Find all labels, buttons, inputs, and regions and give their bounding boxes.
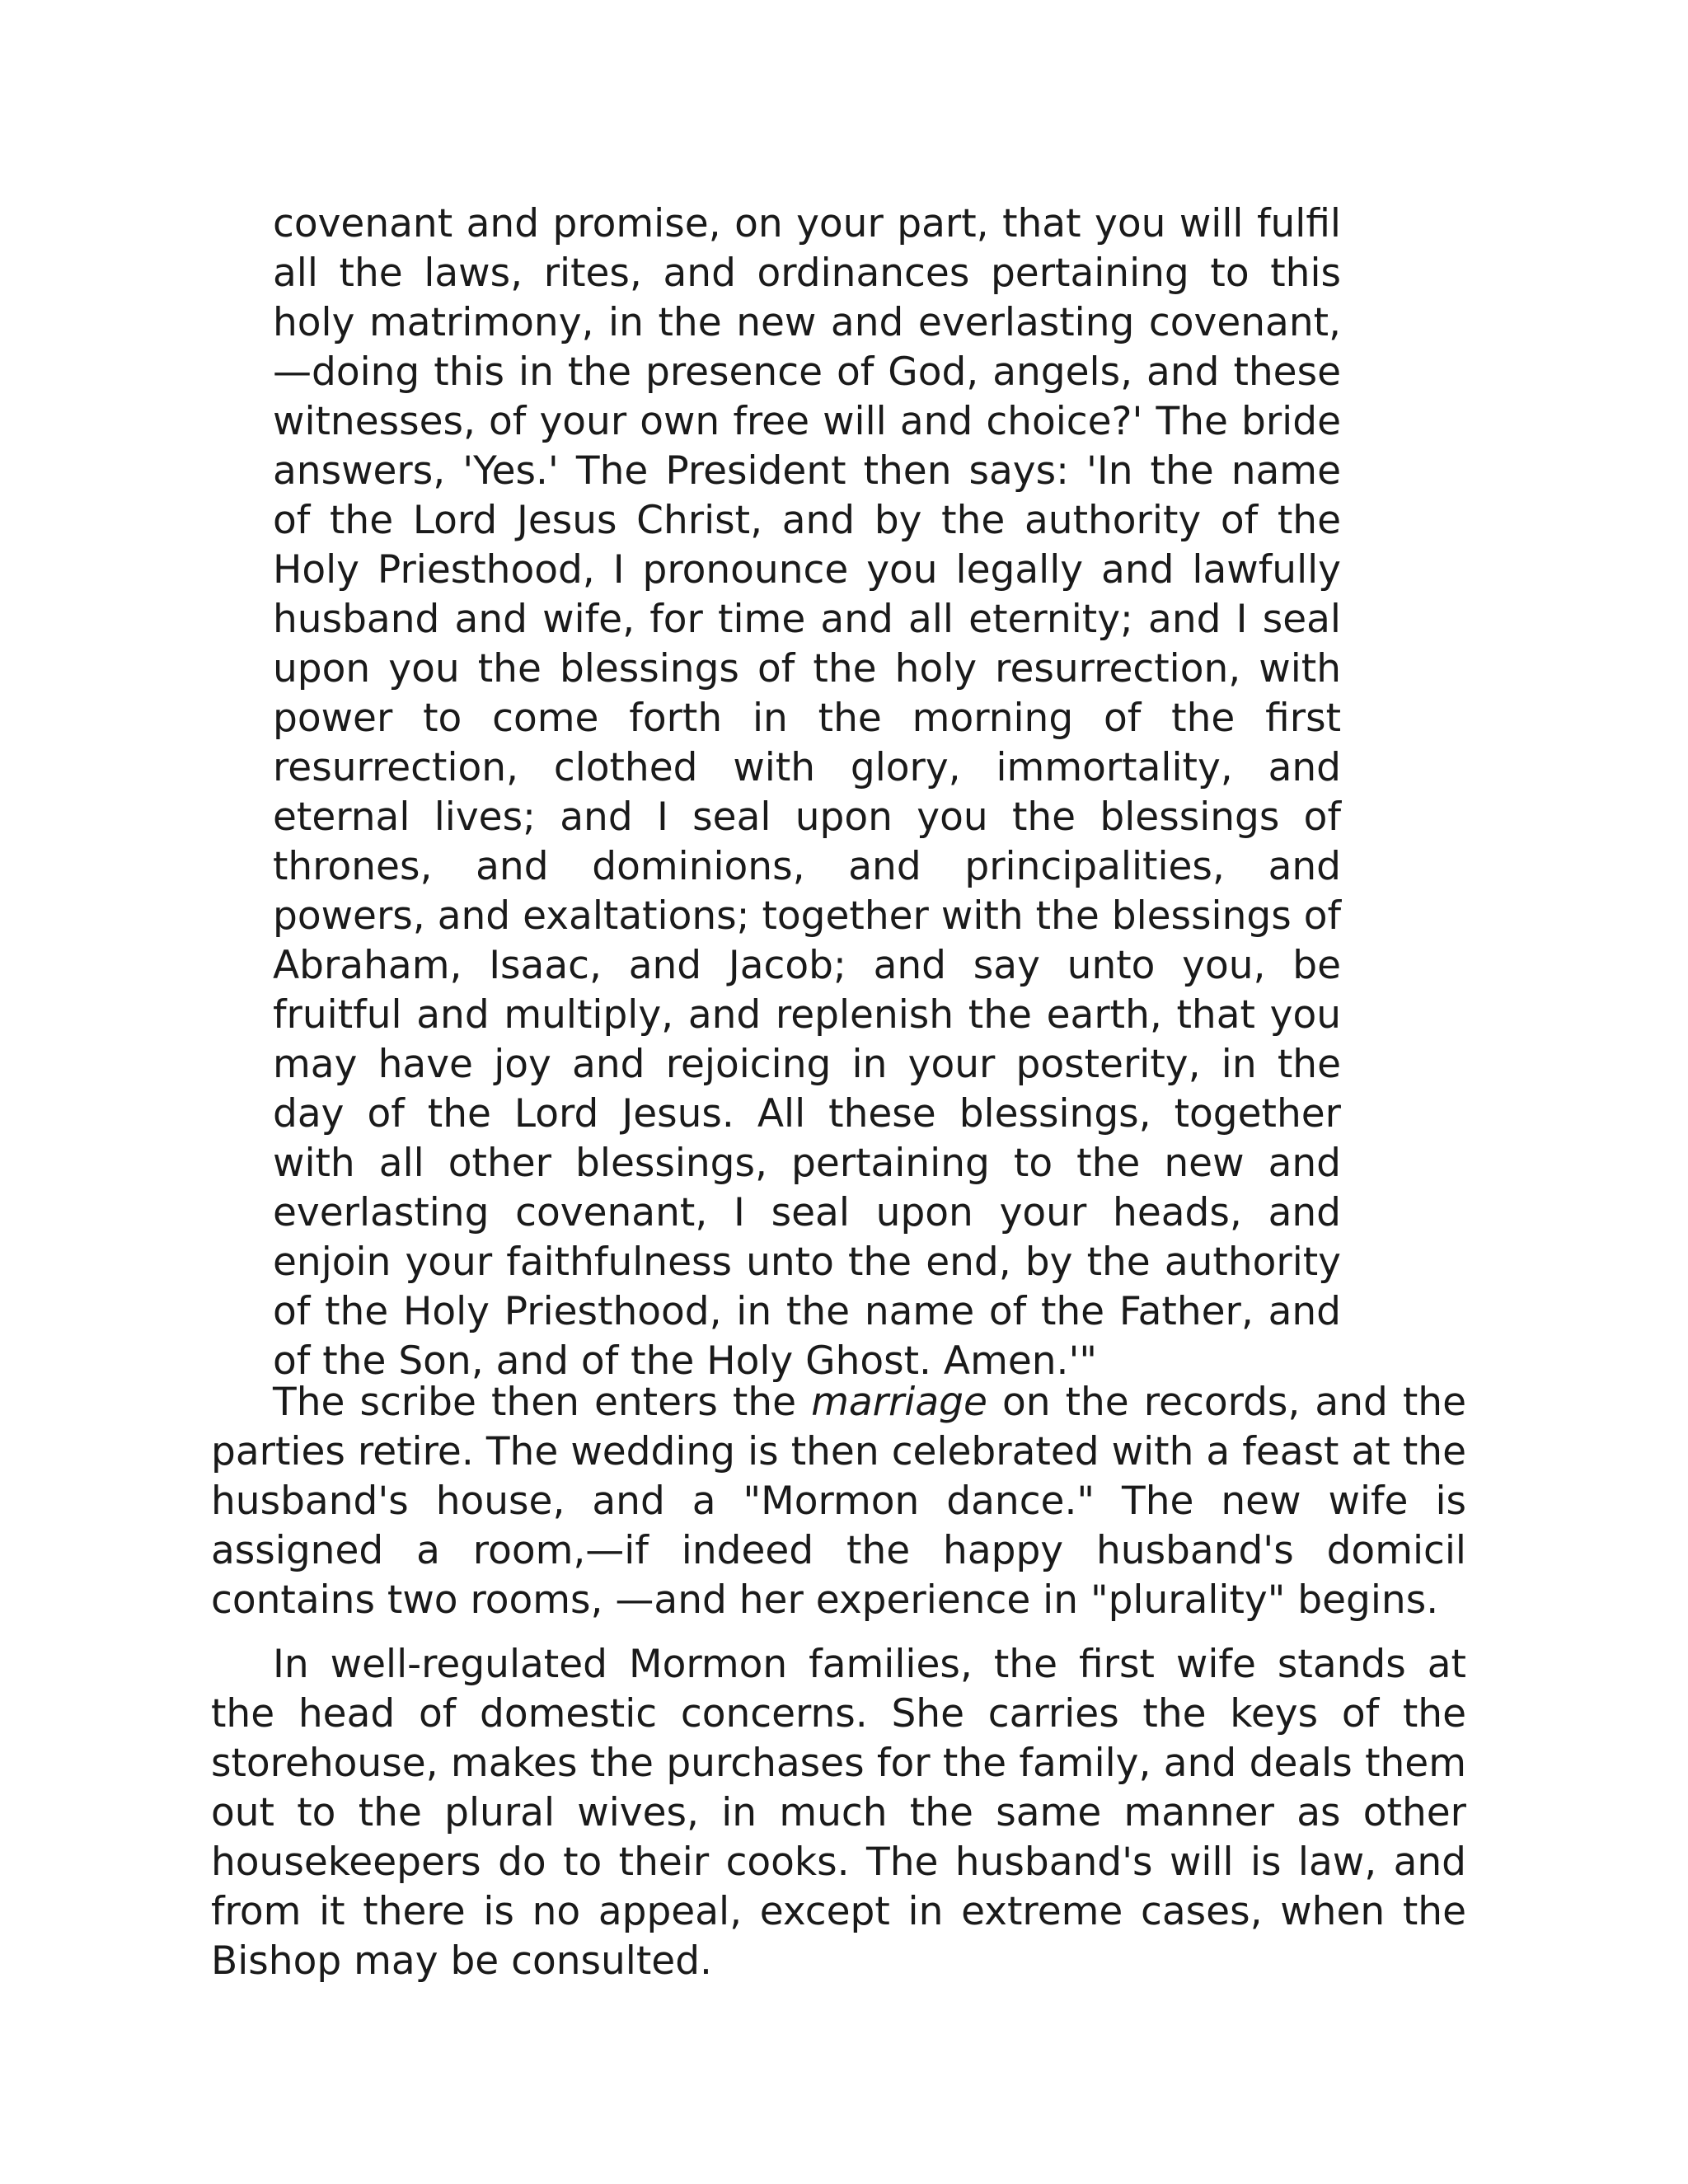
body-text <box>211 1378 1466 2001</box>
paragraph-scribe-start: The scribe then enters the <box>273 1380 812 1425</box>
paragraph-scribe-rest: on the records, and the parties retire. The wedding is then celebrated with a feast at the husband's house, and a "Mormon dance." The new wife is assigned a room,—if indeed the happy husband's domicil contains two rooms, —and her experience in "plurality" begins. <box>211 1380 1466 1623</box>
paragraph-first-wife: In well-regulated Mormon families, the first wife stands at the head of domestic concerns. She carries the keys of the storehouse, makes the purchases for the family, and deals them out to the plural wives, in much the same manner as other housekeepers do to their cooks. The husband's will is law, and from it there is no appeal, except in extreme cases, when the Bishop may be consulted. <box>211 1642 1466 1984</box>
paragraph-scribe <box>211 1378 1466 1625</box>
quoted-ceremony-text: covenant and promise, on your part, that you will fulfil all the laws, rites, and ordinances pertaining to this holy matrimony, in the new and everlasting covenant,—doing this in the presence of God, angels, and these witnesses, of your own free will and choice?' The bride answers, 'Yes.' The President then says: 'In the name of the Lord Jesus Christ, and by the authority of the Holy Priesthood, I pronounce you legally and lawfully husband and wife, for time and all eternity; and I seal upon you the blessings of the holy resurrection, with power to come forth in the morning of the first resurrection, clothed with glory, immortality, and eternal lives; and I seal upon you the blessings of thrones, and dominions, and principalities, and powers, and exaltations; together with the blessings of Abraham, Isaac, and Jacob; and say unto you, be fruitful and multiply, and replenish the earth, that you may have joy and rejoicing in your posterity, in the day of the Lord Jesus. All these blessings, together with all other blessings, pertaining to the new and everlasting covenant, I seal upon your heads, and enjoin your faithfulness unto the end, by the authority of the Holy Priesthood, in the name of the Father, and of the Son, and of the Holy Ghost. Amen.'" <box>273 201 1341 1384</box>
emphasis-marriage: marriage <box>811 1380 987 1425</box>
